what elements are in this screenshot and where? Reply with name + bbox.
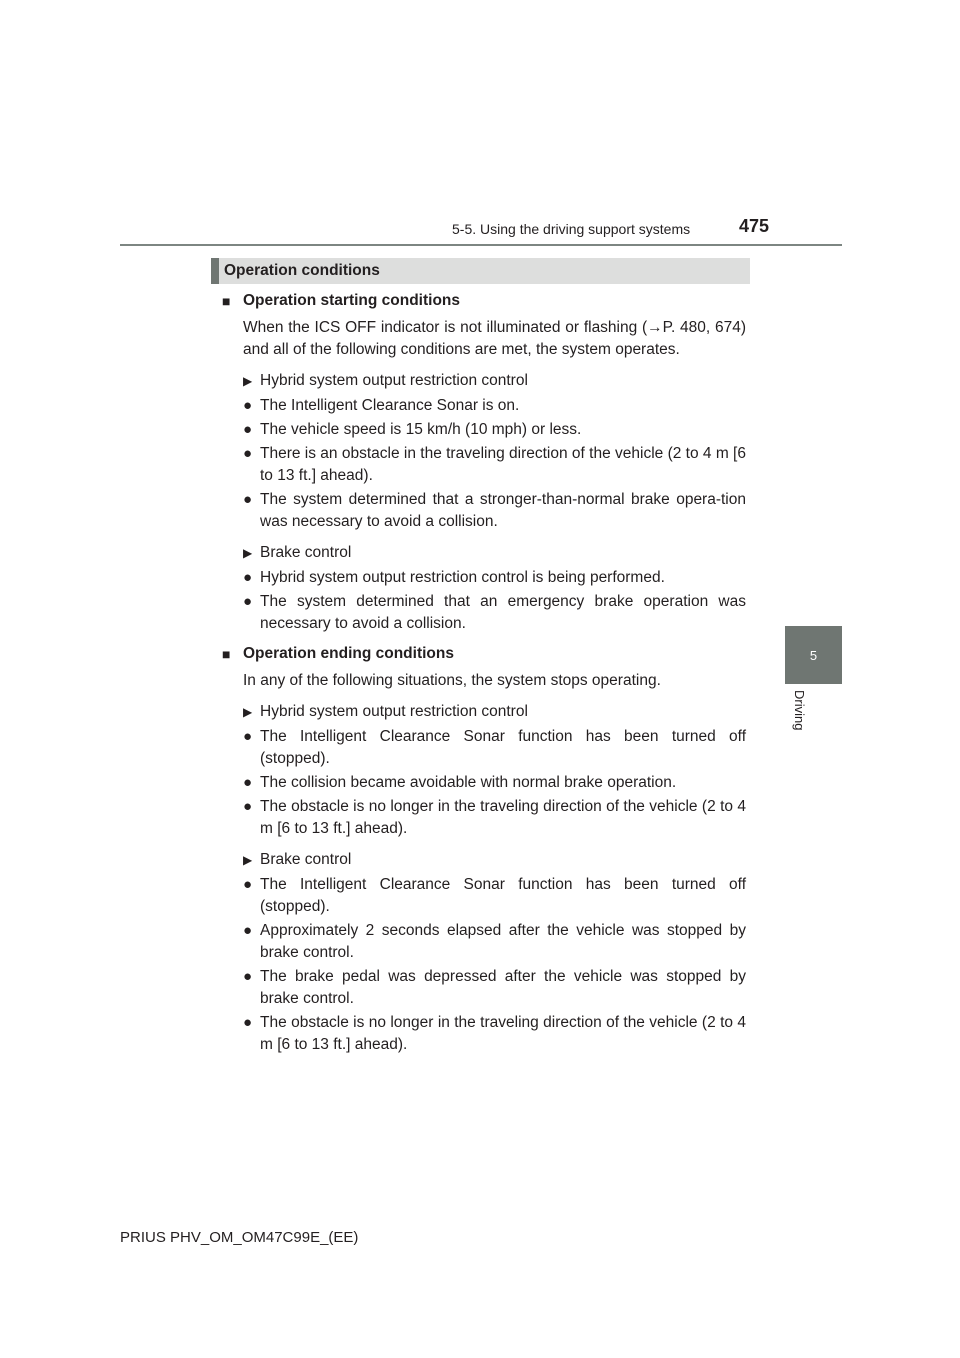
triangle-bullet-icon: ▶ (243, 853, 253, 867)
circle-bullet-icon: ● (243, 728, 253, 745)
square-bullet-icon: ■ (222, 646, 231, 662)
main-content (222, 290, 746, 1058)
ending-heading: ■ Operation ending conditions (222, 643, 746, 665)
list-item: ● The Intelligent Clearance Sonar function has been turned off (stopped). (243, 726, 746, 770)
list-item: ● The collision became avoidable with normal brake operation. (243, 772, 746, 794)
circle-bullet-icon: ● (243, 445, 253, 462)
list-item: ● The system determined that an emergency brake operation was necessary to avoid a collision. (243, 591, 746, 635)
list-item: ● The Intelligent Clearance Sonar function has been turned off (stopped). (243, 874, 746, 918)
group-title: ▶ Brake control (243, 849, 746, 871)
list-item: ● The vehicle speed is 15 km/h (10 mph) or less. (243, 419, 746, 441)
circle-bullet-icon: ● (243, 397, 253, 414)
list-item: ● The system determined that a stronger-than-normal brake opera-tion was necessary to avoid a collision. (243, 489, 746, 533)
circle-bullet-icon: ● (243, 1014, 253, 1031)
list-item: ● Approximately 2 seconds elapsed after the vehicle was stopped by brake control. (243, 920, 746, 964)
list-item: ● The obstacle is no longer in the traveling direction of the vehicle (2 to 4 m [6 to 13 ft.] ahead). (243, 796, 746, 840)
starting-heading: ■ Operation starting conditions (222, 290, 746, 312)
starting-intro: When the ICS OFF indicator is not illuminated or flashing (→P. 480, 674) and all of the following conditions are met, the system operates. (243, 319, 746, 358)
square-bullet-icon: ■ (222, 293, 231, 309)
page-number: 475 (739, 216, 770, 236)
list-item: ● The brake pedal was depressed after the vehicle was stopped by brake control. (243, 966, 746, 1010)
circle-bullet-icon: ● (243, 491, 253, 508)
list-item: ● The Intelligent Clearance Sonar is on. (243, 395, 746, 417)
section-heading (211, 258, 750, 284)
header-rule (120, 244, 842, 246)
circle-bullet-icon: ● (243, 569, 253, 586)
triangle-bullet-icon: ▶ (243, 546, 253, 560)
list-item: ● Hybrid system output restriction control is being performed. (243, 567, 746, 589)
group-title: ▶ Hybrid system output restriction control (243, 701, 746, 723)
circle-bullet-icon: ● (243, 593, 253, 610)
group-title: ▶ Hybrid system output restriction control (243, 370, 746, 392)
list-item: ● The obstacle is no longer in the traveling direction of the vehicle (2 to 4 m [6 to 13 ft.] ahead). (243, 1012, 746, 1056)
chapter-label: Driving (792, 690, 807, 731)
list-item: ● There is an obstacle in the traveling direction of the vehicle (2 to 4 m [6 to 13 ft.] ahead). (243, 443, 746, 487)
circle-bullet-icon: ● (243, 922, 253, 939)
triangle-bullet-icon: ▶ (243, 705, 253, 719)
circle-bullet-icon: ● (243, 774, 253, 791)
document-code: PRIUS PHV_OM_OM47C99E_(EE) (120, 1229, 359, 1246)
running-header: 5-5. Using the driving support systems (452, 221, 691, 237)
circle-bullet-icon: ● (243, 421, 253, 438)
ending-intro: In any of the following situations, the system stops operating. (243, 672, 661, 689)
chapter-number: 5 (809, 647, 818, 663)
section-heading-text: Operation conditions (224, 262, 380, 279)
chapter-tab (785, 626, 842, 684)
triangle-bullet-icon: ▶ (243, 374, 253, 388)
circle-bullet-icon: ● (243, 968, 253, 985)
circle-bullet-icon: ● (243, 798, 253, 815)
circle-bullet-icon: ● (243, 876, 253, 893)
group-title: ▶ Brake control (243, 542, 746, 564)
